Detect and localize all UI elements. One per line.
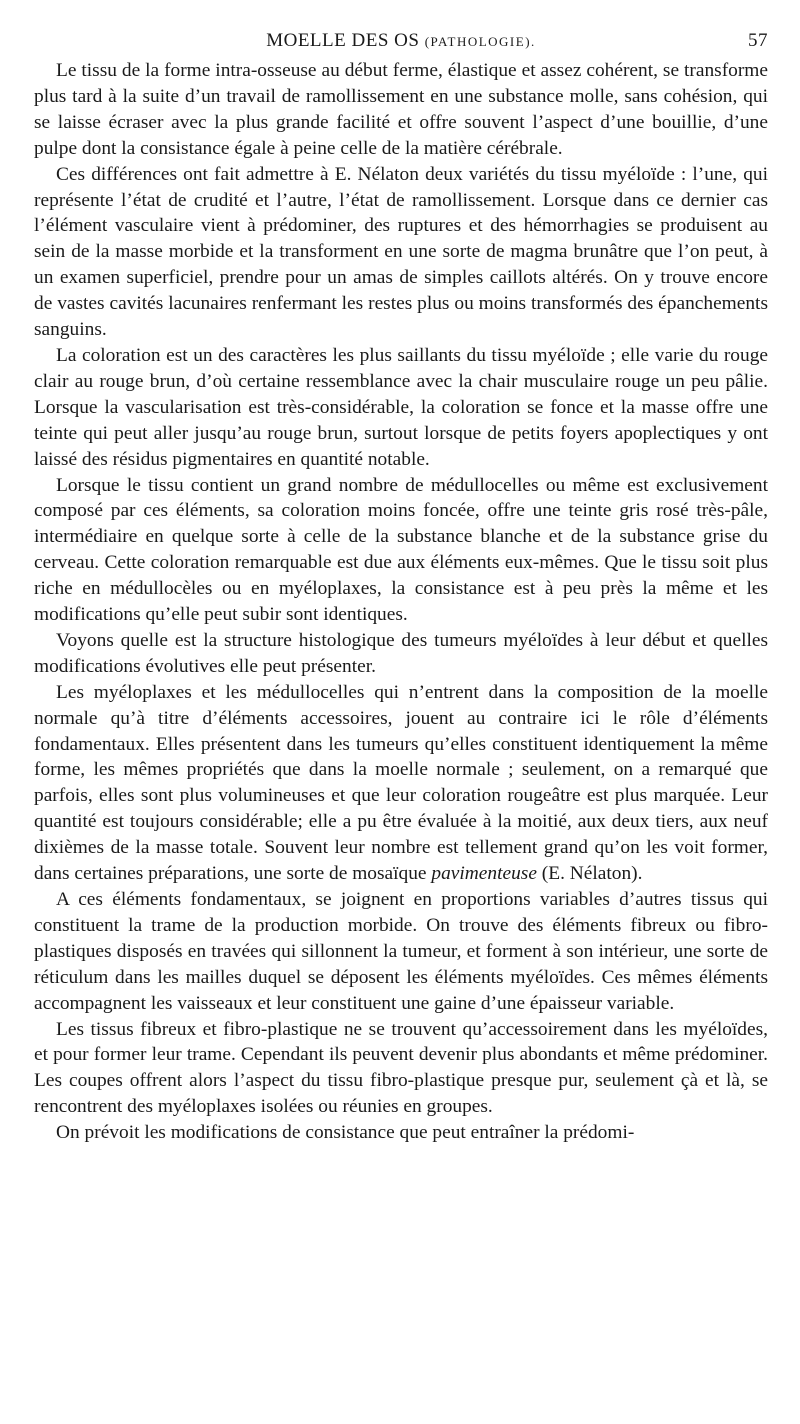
running-head (34, 30, 768, 58)
paragraph-3: La coloration est un des caractères les plus saillants du tissu myéloïde ; elle varie du rouge clair au rouge brun, d’où certaine ressemblance avec la chair musculaire rouge un peu pâlie. Lorsque la vascularisation est très-considérable, la coloration se fonce et la masse offre une teinte qui peut aller jusqu’au rouge brun, surtout lorsque de petits foyers apoplectiques y ont laissé des résidus pigmentaires en quantité notable. (34, 344, 768, 470)
paragraph-6-text: Les myéloplaxes et les médullocelles qui n’entrent dans la composition de la moelle normale qu’à titre d’éléments accessoires, jouent au contraire ici le rôle d’éléments fondamentaux. Elles présentent dans les tumeurs qu’elles constituent identiquement la même forme, les mêmes propriétés que dans la moelle normale ; seulement, on a remarqué que parfois, elles sont plus volumineuses et que leur coloration rougeâtre est plus marquée. Leur quantité est toujours considérable; elle a pu être évaluée à la moitié, aux deux tiers, aux neuf dixièmes de la masse totale. Souvent leur nombre est tellement grand qu’on les voit former, dans certaines préparations, une sorte de mosaïque (34, 681, 768, 885)
running-title-main: MOELLE DES OS (266, 30, 420, 51)
paragraph-1: Le tissu de la forme intra-osseuse au début ferme, élastique et assez cohérent, se transforme plus tard à la suite d’un travail de ramollissement en une substance molle, sans cohésion, qui se laisse écraser avec la plus grande facilité et offre souvent l’aspect d’une bouillie, d’une pulpe dont la consistance égale à peine celle de la matière cérébrale. (34, 60, 768, 159)
paragraph-8: Les tissus fibreux et fibro-plastique ne se trouvent qu’accessoirement dans les myéloïdes, et pour former leur trame. Cependant ils peuvent devenir plus abondants et même prédominer. Les coupes offrent alors l’aspect du tissu fibro-plastique presque pur, seulement çà et là, se rencontrent des myéloplaxes isolées ou réunies en groupes. (34, 1018, 768, 1118)
page-number: 57 (748, 30, 768, 51)
paragraph-9: On prévoit les modifications de consistance que peut entraîner la prédomi- (56, 1122, 635, 1144)
running-title (34, 30, 768, 52)
paragraph-6-italic: pavimenteuse (431, 863, 537, 885)
paragraph-7: Α ces éléments fondamentaux, se joignent en proportions variables d’autres tissus qui constituent la trame de la production morbide. On trouve des éléments fibreux ou fibro-plastiques disposés en travées qui sillonnent la tumeur, et forment à son intérieur, une sorte de réticulum dans les mailles duquel se déposent les éléments myéloïdes. Ces mêmes éléments accompagnent les vaisseaux et leur constituent une gaine d’une épaisseur variable. (34, 889, 769, 1014)
paragraph-2: Ces différences ont fait admettre à E. Nélaton deux variétés du tissu myéloïde : l’une, qui représente l’état de crudité et l’autre, l’état de ramollissement. Lorsque dans ce dernier cas l’élément vasculaire vient à prédominer, des ruptures et des hémorrhagies se produisent au sein de la masse morbide et la transforment en une sorte de magma brunâtre que l’on peut, à un examen superficiel, prendre pour un amas de simples caillots altérés. On y trouve encore de vastes cavités lacunaires renfermant les restes plus ou moins transformés des épanchements sanguins. (34, 163, 768, 341)
paragraph-5: Voyons quelle est la structure histologique des tumeurs myéloïdes à leur début et quelles modifications évolutives elle peut présenter. (34, 629, 768, 677)
paragraph-6-tail: (E. Nélaton). (536, 863, 643, 885)
paragraph-6 (34, 680, 768, 887)
running-title-section: (PATHOLOGIE). (424, 34, 536, 49)
body-text (34, 58, 768, 1146)
book-page (34, 30, 768, 1146)
paragraph-4: Lorsque le tissu contient un grand nombre de médullocelles ou même est exclusivement composé par ces éléments, sa coloration moins foncée, offre une teinte gris rosé très-pâle, intermédiaire en quelque sorte à celle de la substance blanche et de la substance grise du cerveau. Cette coloration remarquable est due aux éléments eux-mêmes. Que le tissu soit plus riche en médullocèles ou en myéloplaxes, la consistance est à peu près la même et les modifications qu’elle peut subir sont identiques. (34, 474, 768, 626)
